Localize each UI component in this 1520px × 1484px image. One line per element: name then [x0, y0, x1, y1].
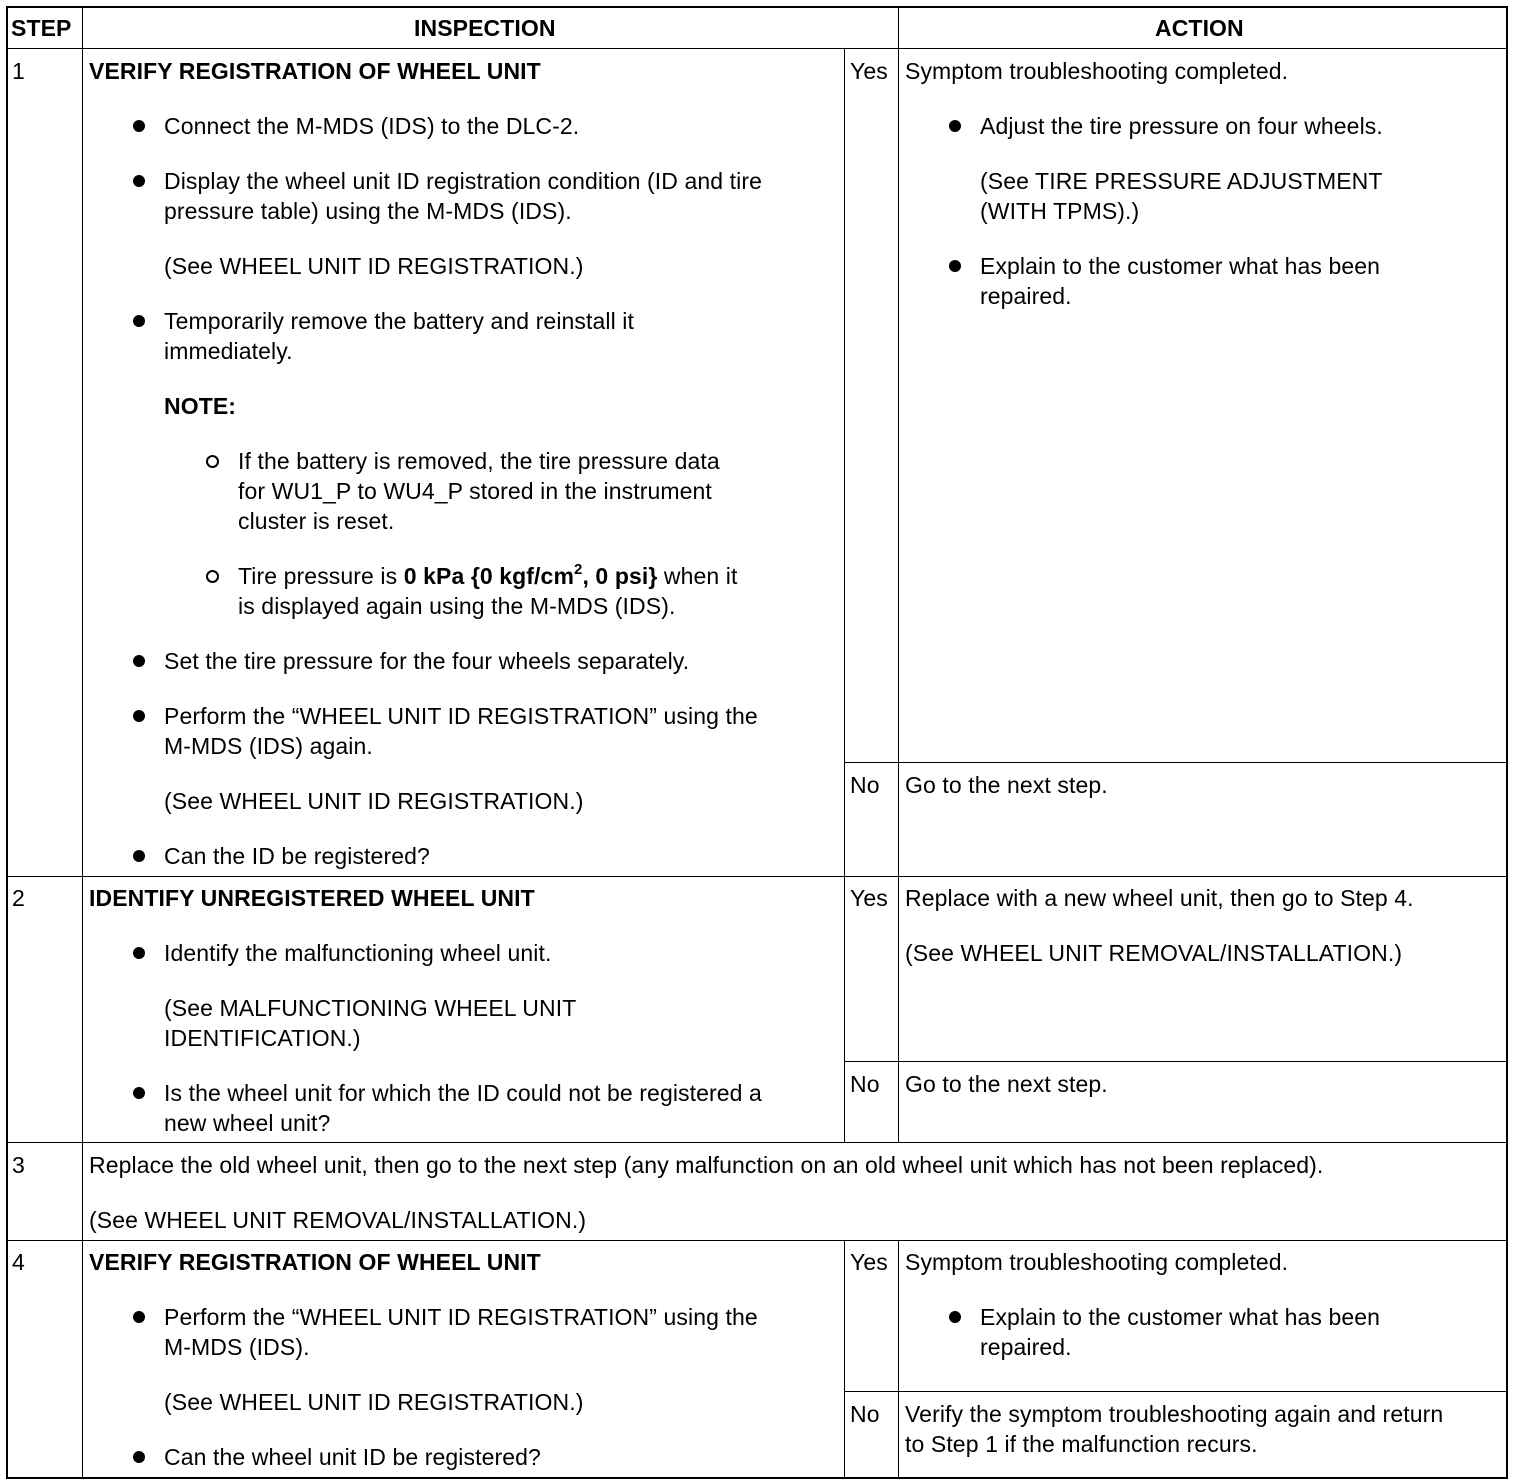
bullet-icon — [133, 710, 145, 722]
step-2-yes-see: (See WHEEL UNIT REMOVAL/INSTALLATION.) — [905, 940, 1403, 966]
bullet-icon — [133, 655, 145, 667]
note-2-pre: Tire pressure is — [238, 563, 404, 589]
note-2-bold-2: , 0 psi} — [582, 563, 658, 589]
step-2-yes-label: Yes — [850, 885, 888, 911]
step-1-bullet-2-line-2: pressure table) using the M-MDS (IDS). — [164, 198, 572, 224]
step-1-bullet-2-line-1: Display the wheel unit ID registration condition (ID and tire — [164, 168, 763, 194]
step-2-bullet-2-line-1: Is the wheel unit for which the ID could not be registered a — [164, 1080, 762, 1106]
step-col-divider — [82, 6, 83, 1479]
note-2-post: when it — [657, 563, 738, 589]
step-2-see-line-2: IDENTIFICATION.) — [164, 1025, 361, 1051]
header-inspection: INSPECTION — [414, 15, 556, 41]
step-4-see: (See WHEEL UNIT ID REGISTRATION.) — [164, 1389, 584, 1415]
bullet-icon — [133, 1451, 145, 1463]
step-1-bullet-5-line-2: M-MDS (IDS) again. — [164, 733, 373, 759]
step-1-number: 1 — [12, 58, 25, 84]
step-3-see: (See WHEEL UNIT REMOVAL/INSTALLATION.) — [89, 1207, 587, 1233]
yes-no-divider-1 — [844, 762, 1508, 763]
step-1-bullet-3-line-2: immediately. — [164, 338, 293, 364]
step-2-bullet-2-line-2: new wheel unit? — [164, 1110, 331, 1136]
step-1-yes-bullet-2-line-1: Explain to the customer what has been — [980, 253, 1381, 279]
step-3-number: 3 — [12, 1152, 25, 1178]
yesno-col-divider-4 — [844, 1240, 845, 1479]
row-divider-2 — [6, 1142, 1508, 1143]
inspection-col-divider — [898, 6, 899, 1142]
step-4-yes-bullet-line-2: repaired. — [980, 1334, 1072, 1360]
step-1-yes-see-line-1: (See TIRE PRESSURE ADJUSTMENT — [980, 168, 1383, 194]
step-1-yes-see-line-2: (WITH TPMS).) — [980, 198, 1140, 224]
step-2-number: 2 — [12, 885, 25, 911]
step-1-bullet-5-line-1: Perform the “WHEEL UNIT ID REGISTRATION” using the — [164, 703, 758, 729]
step-2-no-label: No — [850, 1071, 880, 1097]
step-1-see-2: (See WHEEL UNIT ID REGISTRATION.) — [164, 788, 584, 814]
step-4-title: VERIFY REGISTRATION OF WHEEL UNIT — [89, 1249, 541, 1275]
bullet-icon — [133, 947, 145, 959]
step-1-title: VERIFY REGISTRATION OF WHEEL UNIT — [89, 58, 541, 84]
note-2-sup: 2 — [574, 561, 583, 578]
yes-no-divider-2 — [844, 1061, 1508, 1062]
step-1-bullet-6: Can the ID be registered? — [164, 843, 430, 869]
bullet-icon — [133, 120, 145, 132]
step-1-bullet-1: Connect the M-MDS (IDS) to the DLC-2. — [164, 113, 580, 139]
step-3-text: Replace the old wheel unit, then go to the next step (any malfunction on an old wheel unit which has not been replaced). — [89, 1152, 1324, 1178]
yesno-col-divider — [844, 48, 845, 1142]
step-2-bullet-1: Identify the malfunctioning wheel unit. — [164, 940, 552, 966]
step-4-number: 4 — [12, 1249, 25, 1275]
note-1-line-3: cluster is reset. — [238, 508, 395, 534]
step-1-yes-label: Yes — [850, 58, 888, 84]
header-action: ACTION — [1155, 15, 1244, 41]
step-1-yes-bullet-2-line-2: repaired. — [980, 283, 1072, 309]
row-divider-3 — [6, 1240, 1508, 1241]
step-4-yes-bullet-line-1: Explain to the customer what has been — [980, 1304, 1381, 1330]
inspection-col-divider-4 — [898, 1240, 899, 1479]
bullet-icon — [133, 1311, 145, 1323]
bullet-icon — [133, 175, 145, 187]
step-4-bullet-2: Can the wheel unit ID be registered? — [164, 1444, 541, 1470]
bullet-icon — [949, 1311, 961, 1323]
bullet-icon — [133, 1087, 145, 1099]
step-1-yes-bullet-1: Adjust the tire pressure on four wheels. — [980, 113, 1383, 139]
step-1-no-label: No — [850, 772, 880, 798]
step-4-bullet-1-line-1: Perform the “WHEEL UNIT ID REGISTRATION” using the — [164, 1304, 758, 1330]
note-1-line-1: If the battery is removed, the tire pressure data — [238, 448, 720, 474]
step-2-title: IDENTIFY UNREGISTERED WHEEL UNIT — [89, 885, 535, 911]
step-2-yes-text: Replace with a new wheel unit, then go to Step 4. — [905, 885, 1414, 911]
note-2-bold: 0 kPa {0 kgf/cm — [403, 563, 574, 589]
yes-no-divider-4 — [844, 1391, 1508, 1392]
step-4-yes-text: Symptom troubleshooting completed. — [905, 1249, 1289, 1275]
step-1-see-1: (See WHEEL UNIT ID REGISTRATION.) — [164, 253, 584, 279]
step-4-no-text-line-1: Verify the symptom troubleshooting again and return — [905, 1401, 1444, 1427]
header-step: STEP — [11, 15, 72, 41]
sub-bullet-icon — [206, 455, 219, 468]
bullet-icon — [133, 850, 145, 862]
header-divider — [6, 48, 1508, 49]
note-2-line-1 — [238, 561, 737, 595]
note-2-line-2: is displayed again using the M-MDS (IDS). — [238, 593, 676, 619]
bullet-icon — [949, 260, 961, 272]
step-4-no-text-line-2: to Step 1 if the malfunction recurs. — [905, 1431, 1258, 1457]
note-label: NOTE: — [164, 393, 237, 419]
step-4-yes-label: Yes — [850, 1249, 888, 1275]
bullet-icon — [133, 315, 145, 327]
step-2-no-text: Go to the next step. — [905, 1071, 1108, 1097]
sub-bullet-icon — [206, 570, 219, 583]
step-1-bullet-4: Set the tire pressure for the four wheels separately. — [164, 648, 690, 674]
step-2-see-line-1: (See MALFUNCTIONING WHEEL UNIT — [164, 995, 577, 1021]
step-4-bullet-1-line-2: M-MDS (IDS). — [164, 1334, 310, 1360]
step-1-bullet-3-line-1: Temporarily remove the battery and reinstall it — [164, 308, 635, 334]
bullet-icon — [949, 120, 961, 132]
step-1-yes-text: Symptom troubleshooting completed. — [905, 58, 1289, 84]
row-divider-1 — [6, 876, 1508, 877]
step-1-no-text: Go to the next step. — [905, 772, 1108, 798]
note-1-line-2: for WU1_P to WU4_P stored in the instrument — [238, 478, 712, 504]
step-4-no-label: No — [850, 1401, 880, 1427]
